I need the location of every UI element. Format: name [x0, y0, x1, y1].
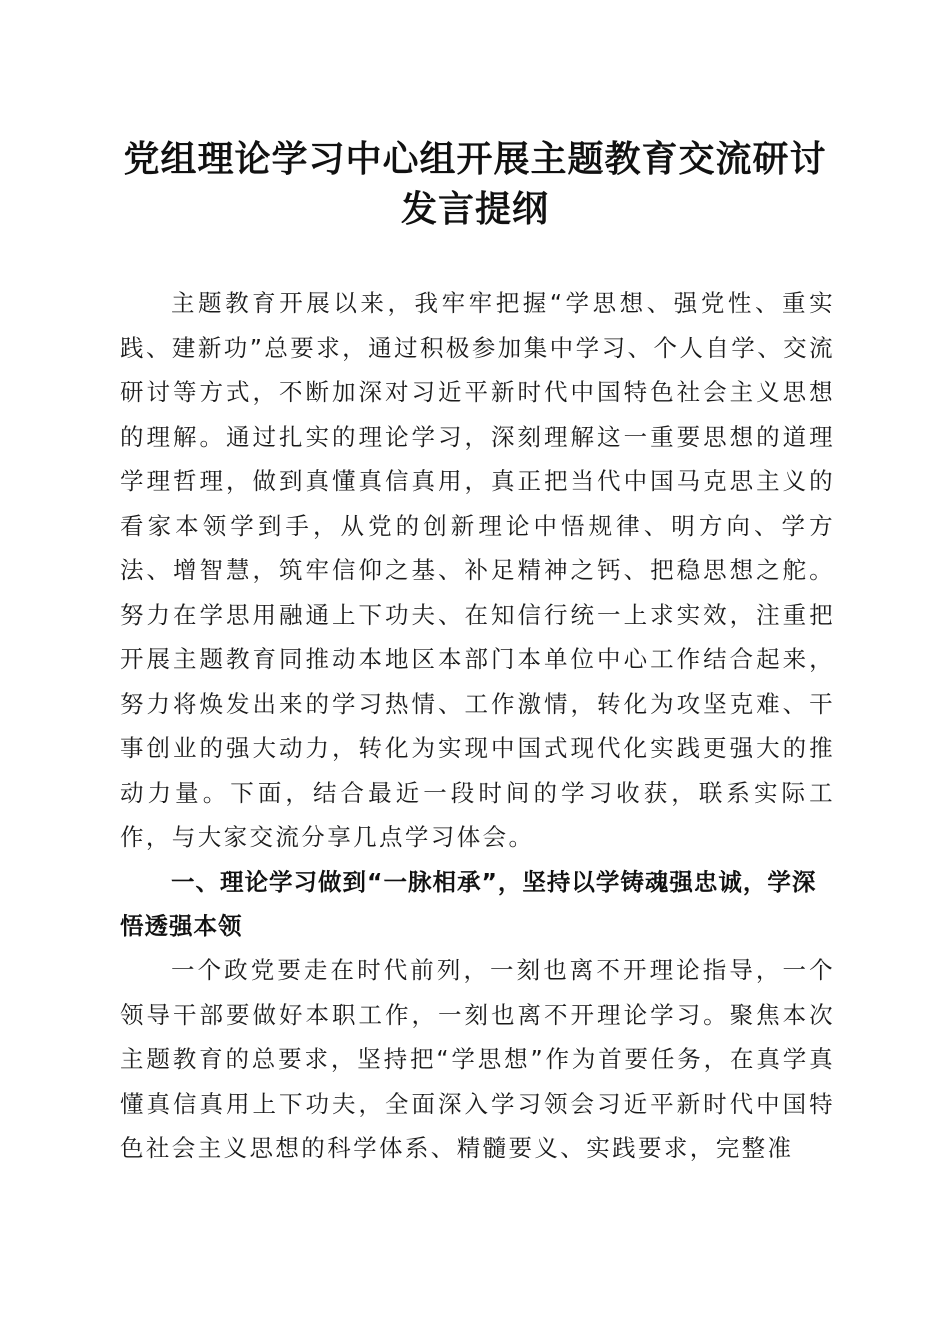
section-heading: 一、理论学习做到“一脉相承”，坚持以学铸魂强忠诚，学深悟透强本领 — [120, 868, 817, 940]
section-paragraph: 一个政党要走在时代前列，一刻也离不开理论指导，一个领导干部要做好本职工作，一刻也离不开理论学习。聚焦本次主题教育的总要求，坚持把“学思想”作为首要任务，在真学真懂真信真用上下功夫，全面深入学习领会习近平新时代中国特色社会主义思想的科学体系、精髓要义、实践要求，完整准 — [120, 956, 835, 1162]
intro-paragraph: 主题教育开展以来，我牢牢把握“学思想、强党性、重实践、建新功”总要求，通过积极参加集中学习、个人自学、交流研讨等方式，不断加深对习近平新时代中国特色社会主义思想的理解。通过扎实的理论学习，深刻理解这一重要思想的道理学理哲理，做到真懂真信真用，真正把当代中国马克思主义的看家本领学到手，从党的创新理论中悟规律、明方向、学方法、增智慧，筑牢信仰之基、补足精神之钙、把稳思想之舵。努力在学思用融通上下功夫、在知信行统一上求实效，注重把开展主题教育同推动本地区本部门本单位中心工作结合起来，努力将焕发出来的学习热情、工作激情，转化为攻坚克难、干事创业的强大动力，转化为实现中国式现代化实践更强大的推动力量。下面，结合最近一段时间的学习收获，联系实际工作，与大家交流分享几点学习体会。 — [120, 289, 835, 851]
document-title: 党组理论学习中心组开展主题教育交流研讨发言提纲 — [123, 138, 827, 230]
